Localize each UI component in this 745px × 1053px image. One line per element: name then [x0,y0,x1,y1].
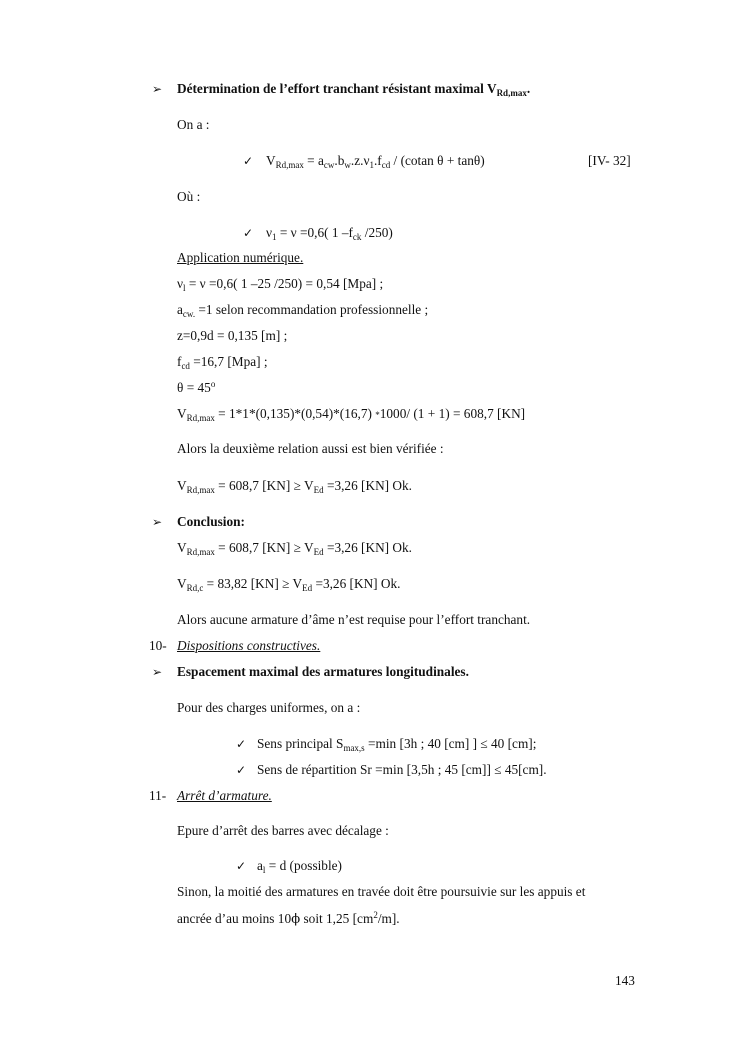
espacement-item-principal: Sens principal $S_{max,s} =\min$ [3h ; 40 [cm] ] ≤ 40 [cm]; [257,736,537,753]
epure-item-al: $a_l = d$ (possible) [257,858,342,875]
epure-intro: Epure d’arrêt des barres avec décalage : [177,823,389,838]
application-fcd: $f_{cd} =16,7$ [Mpa] ; [177,354,268,371]
check-bullet-icon: ✓ [243,226,254,240]
section-10-title: Dispositions constructives. [177,638,321,653]
arrow-bullet-icon: ➢ [152,665,163,679]
on-a-text: On a : [177,117,210,132]
epure-paragraph-line1: Sinon, la moitié des armatures en travée doit être poursuivie sur les appuis et [177,884,586,899]
conclusion-heading: Conclusion: [177,514,245,529]
application-nu: $\nu_l = \nu =0,6$( 1 –25 /250) = 0,54 [Mpa] ; [177,276,384,293]
application-z: z=0,9d = 0,135 [m] ; [177,328,288,343]
conclusion-line-vrdc: $V_{Rd,c} = 83,82$ $[KN] \ge V_{Ed} =3,26$ [KN] Ok. [177,576,401,593]
arrow-bullet-icon: ➢ [152,82,163,96]
conclusion-remark: Alors aucune armature d’âme n’est requise pour l’effort tranchant. [177,612,531,627]
check-bullet-icon: ✓ [236,859,247,873]
alors-deuxieme-text: Alors la deuxième relation aussi est bien vérifiée : [177,441,444,456]
page-number: 143 [615,973,635,988]
check-vrdmax: $V_{Rd,max} = 608,7$ $[KN] \ge V_{Ed} =3,26$ [KN] Ok. [177,478,413,495]
section-11-number: 11- [149,788,167,803]
formula-vrdmax: $V_{Rd,max} = a_{cw}.b_w.z.\nu_1.f_{cd} / (cotan$ θ + tanθ) [266,153,485,170]
espacement-heading: Espacement maximal des armatures longitudinales. [177,664,469,679]
arrow-bullet-icon: ➢ [152,515,163,529]
section-11-title: Arrêt d’armature. [177,788,272,803]
application-theta: $\theta = 45^o$ [177,379,216,395]
check-bullet-icon: ✓ [243,154,254,168]
application-title: Application numérique. [177,250,304,265]
check-bullet-icon: ✓ [236,763,247,777]
equation-reference: [IV- 32] [588,153,631,168]
espacement-intro: Pour des charges uniformes, on a : [177,700,361,715]
application-vrdmax: $V_{Rd,max} = 1*1*(0,135)*(0,54)*(16,7)$ *1000/ (1 + 1) = 608,7 [KN] [177,406,526,423]
section-10-number: 10- [149,638,167,653]
section-heading-determination: Détermination de l’effort tranchant résistant maximal $V_{Rd,max}$. [177,81,531,98]
formula-nu1: $\nu_1 = \nu =0,6$( 1 $-f_{ck}$ /250) [266,225,393,242]
application-acw: $a_{cw.} =1$ selon recommandation professionnelle ; [177,302,429,319]
ou-text: Où : [177,189,201,204]
espacement-item-repartition: Sens de répartition Sr =min [3,5h ; 45 [cm]] ≤ 45[cm]. [257,762,547,777]
epure-paragraph-line2: ancrée d’au moins 10ϕ soit 1,25 $[cm^2/m]$. [177,910,400,927]
check-bullet-icon: ✓ [236,737,247,751]
conclusion-line-vrdmax: $V_{Rd,max} = 608,7$ $[KN] \ge V_{Ed} =3,26$ [KN] Ok. [177,540,413,557]
